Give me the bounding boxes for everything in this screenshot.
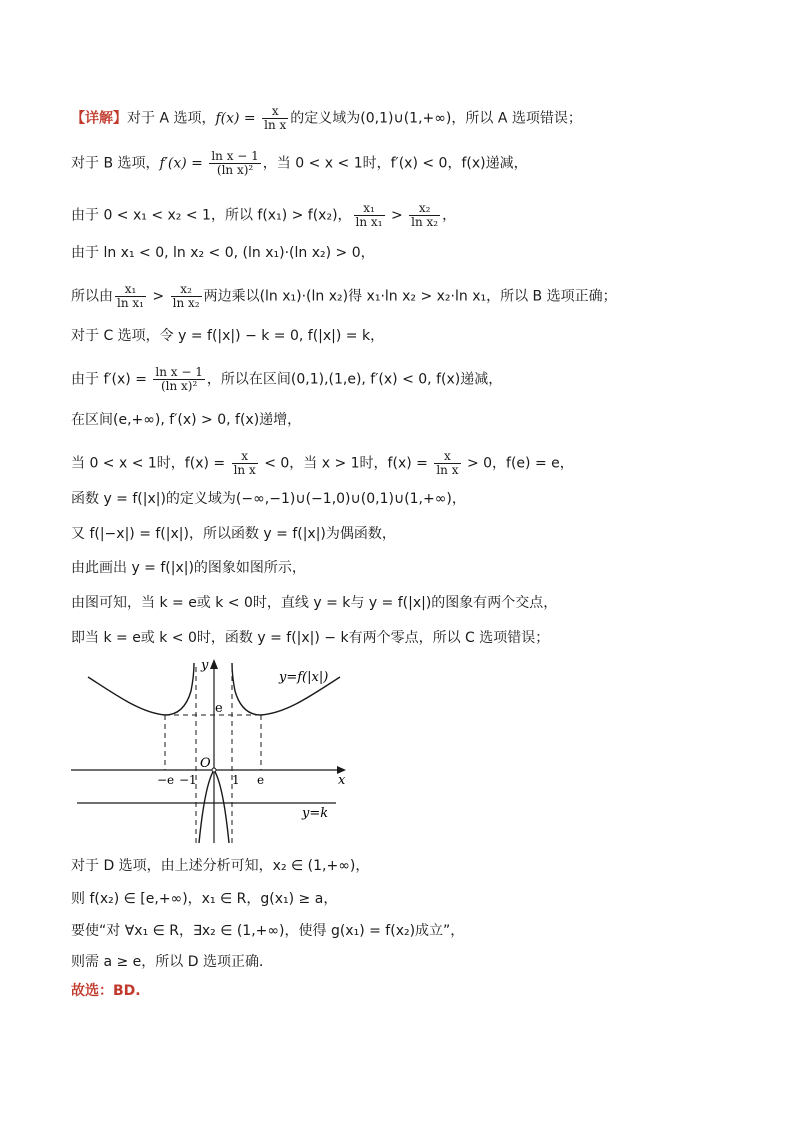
fraction: $\frac{\text{x₂}}{\text{ln x₂}}$ xyxy=(172,282,200,310)
y-axis-label: y xyxy=(201,658,209,673)
solution-line-c6: 又 f(|−x|) = f(|x|)，所以函数 y = f(|x|)为偶函数， xyxy=(71,526,396,542)
solution-line-c4: 当 0 < x < 1时，f(x) = $\frac{x}{\text{ln x}}$ < 0，当 x > 1时，f(x) = $\frac{x}{\text{ln x}}$ > 0，f(e) = e， xyxy=(71,449,574,477)
solution-line-c3: 在区间(e,+∞), f′(x) > 0, f(x)递增， xyxy=(71,412,302,428)
fraction: $\frac{\text{x₂}}{\text{ln x₂}}$ xyxy=(411,201,439,229)
curve-label: y=f(|x|) xyxy=(279,670,329,685)
origin-label: O xyxy=(200,756,211,771)
neg-1-label: −1 xyxy=(179,773,197,787)
solution-line-c2: 由于 f′(x) = $\frac{\text{ln x − 1}}{\text{(ln x)²}}$ ，所以在区间(0,1),(1,e), f′(x) < 0, f(x)递减， xyxy=(71,365,503,393)
solution-line-d2: 则 f(x₂) ∈ [e,+∞)，x₁ ∈ R，g(x₁) ≥ a， xyxy=(71,891,338,907)
pos-e-label: e xyxy=(257,773,265,787)
answer-line: 故选：BD. xyxy=(71,983,141,999)
solution-line-b2: 由于 0 < x₁ < x₂ < 1，所以 f(x₁) > f(x₂)， $\frac{\text{x₁}}{\text{ln x₁}}$ > $\frac{\text{x₂}}{\text{ln x₂}}$ ， xyxy=(71,201,457,229)
y-axis-arrow xyxy=(210,659,218,669)
solution-line-c8: 由图可知，当 k = e或 k < 0时，直线 y = k与 y = f(|x|)的图象有两个交点， xyxy=(71,595,558,611)
solution-line-c9: 即当 k = e或 k < 0时，函数 y = f(|x|) − k有两个零点，所以 C 选项错误； xyxy=(71,630,550,646)
function-graph xyxy=(71,653,356,845)
solution-line-c1: 对于 C 选项，令 y = f(|x|) − k = 0, f(|x|) = k， xyxy=(71,328,385,344)
fraction: $\frac{\text{ln x − 1}}{\text{(ln x)²}}$ xyxy=(155,365,203,393)
solution-line-d1: 对于 D 选项，由上述分析可知，x₂ ∈ (1,+∞)， xyxy=(71,858,370,874)
pos-1-label: 1 xyxy=(232,773,240,787)
solution-line-c7: 由此画出 y = f(|x|)的图象如图所示， xyxy=(71,560,306,576)
solution-line-b1: 对于 B 选项，f′(x) = $\frac{\text{ln x − 1}}{\text{(ln x)²}}$ ，当 0 < x < 1时，f′(x) < 0，f(x)递减， xyxy=(71,149,528,177)
fraction: $\frac{\text{x₁}}{\text{ln x₁}}$ xyxy=(355,201,383,229)
dashed-guides xyxy=(165,667,261,845)
fraction: $\frac{\text{ln x − 1}}{\text{(ln x)²}}$ xyxy=(211,149,259,177)
origin-point xyxy=(212,768,216,772)
fraction: $\frac{x}{\text{ln x}}$ xyxy=(264,104,287,132)
x-axis-label: x xyxy=(338,773,346,788)
solution-line-b3: 由于 ln x₁ < 0, ln x₂ < 0, (ln x₁)·(ln x₂) > 0， xyxy=(71,245,375,261)
solution-line-a: 【详解】对于 A 选项，f(x) = $\frac{x}{\text{ln x}}$ 的定义域为(0,1)∪(1,+∞)，所以 A 选项错误； xyxy=(71,104,582,132)
solution-line-c5: 函数 y = f(|x|)的定义域为(−∞,−1)∪(−1,0)∪(0,1)∪(1,+∞)， xyxy=(71,491,466,507)
fraction: $\frac{\text{x₁}}{\text{ln x₁}}$ xyxy=(117,282,144,310)
solution-line-d4: 则需 a ≥ e，所以 D 选项正确． xyxy=(71,954,273,970)
solution-line-d3: 要使“对 ∀x₁ ∈ R，∃x₂ ∈ (1,+∞)，使得 g(x₁) = f(x₂)成立”， xyxy=(71,923,465,939)
k-line-label: y=k xyxy=(302,806,329,821)
solution-line-b4: 所以由 $\frac{\text{x₁}}{\text{ln x₁}}$ > $\frac{\text{x₂}}{\text{ln x₂}}$ 两边乘以(ln x₁)·(ln x₂)得 x₁·ln x₂ > x₂·ln x₁，所以 B 选项正确； xyxy=(71,282,617,310)
detail-heading: 【详解】 xyxy=(71,110,127,127)
e-tick-label-y: e xyxy=(215,701,223,716)
left-upper-branch xyxy=(88,663,194,715)
neg-e-label: −e xyxy=(157,773,175,787)
fraction: $\frac{x}{\text{ln x}}$ xyxy=(233,449,256,477)
fraction: $\frac{x}{\text{ln x}}$ xyxy=(436,449,459,477)
